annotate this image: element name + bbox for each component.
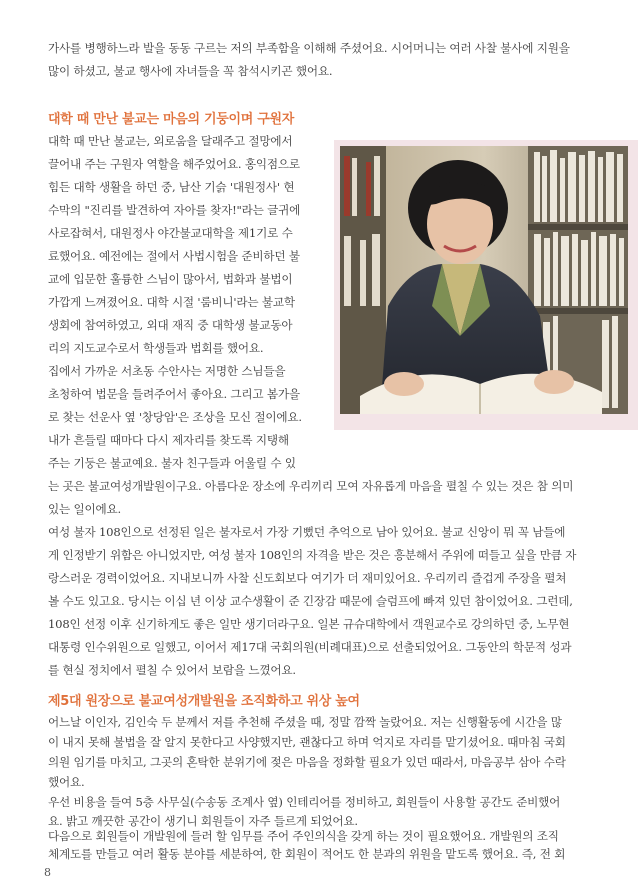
s1-full-line-3: 여성 불자 108인으로 선정된 일은 불자로서 가장 기뻤던 추억으로 남아 있어요. 불교 신앙이 뭐 꼭 남들에 <box>48 525 566 539</box>
s2-line-1: 어느날 이인자, 김인숙 두 분께서 저를 추천해 주셨을 때, 정말 깜짝 놀랐어요. 저는 신행활동에 시간을 많 <box>48 715 562 729</box>
s2-line-6: 요. 밝고 깨끗한 공간이 생기니 회원들이 자주 들르게 되었어요. <box>48 814 358 828</box>
s1-narrow-line-6: 료했어요. 예전에는 절에서 사법시험을 준비하던 불 <box>48 249 300 263</box>
s2-line-4: 했어요. <box>48 775 85 789</box>
s1-full-line-9: 를 현실 정치에서 펼칠 수 있어서 보람을 느꼈어요. <box>48 663 296 677</box>
s1-narrow-line-12: 초청하여 법문을 들려주어서 좋아요. 그리고 봄가을 <box>48 387 300 401</box>
intro-line-1: 가사를 병행하느라 발을 동동 구르는 저의 부족함을 이해해 주셨어요. 시어머니는 여러 사찰 불사에 지원을 <box>48 41 570 55</box>
s1-narrow-line-2: 끌어내 주는 구원자 역할을 해주었어요. 홍익점으로 <box>48 157 300 171</box>
portrait-illustration <box>340 146 628 414</box>
section1-heading: 대학 때 만난 불교는 마음의 기둥이며 구원자 <box>48 112 294 127</box>
s2-line-3: 의원 임기를 마치고, 그곳의 혼탁한 분위기에 젖은 마음을 정화할 필요가 있던 때라서, 마음공부 삼아 수락 <box>48 755 566 769</box>
s1-narrow-line-9: 생회에 참여하였고, 외대 재직 중 대학생 불교동아 <box>48 318 293 332</box>
s1-narrow-line-3: 힘든 대학 생활을 하던 중, 남산 기슭 '대원정사' 현 <box>48 180 295 194</box>
s1-narrow-line-11: 집에서 가까운 서초동 수안사는 저명한 스님들을 <box>48 364 286 378</box>
s1-full-line-7: 108인 선정 이후 신기하게도 좋은 일만 생기더라구요. 일본 규슈대학에서 객원교수로 강의하던 중, 노무현 <box>48 617 570 631</box>
s1-full-line-1: 는 곳은 불교여성개발원이구요. 아름다운 장소에 우리끼리 모여 자유롭게 마음을 펼칠 수 있는 것은 참 의미 <box>48 479 574 493</box>
section2-heading: 제5대 원장으로 불교여성개발원을 조직화하고 위상 높여 <box>48 694 360 709</box>
s1-narrow-line-10: 리의 지도교수로서 학생들과 법회를 했어요. <box>48 341 264 355</box>
s1-narrow-line-8: 가깝게 느껴졌어요. 대학 시절 '룸비니'라는 불교학 <box>48 295 295 309</box>
portrait-photo <box>340 146 628 414</box>
page-number: 8 <box>44 866 51 879</box>
s1-full-line-5: 랑스러운 경력이었어요. 지내보니까 사찰 신도회보다 여기가 더 재미있어요. 우리끼리 즐겁게 주장을 펼쳐 <box>48 571 567 585</box>
s1-full-line-4: 게 인정받기 위함은 아니었지만, 여성 불자 108인의 자격을 받은 것은 흥분해서 주위에 떠들고 싶을 만큼 자 <box>48 548 577 562</box>
s2-line-2: 이 내지 못해 불법을 잘 알지 못한다고 사양했지만, 괜찮다고 하며 억지로 자리를 맡기셨어요. 때마침 국회 <box>48 735 566 749</box>
s1-narrow-line-13: 로 찾는 선운사 옆 '창당암'은 조상을 모신 절이에요. <box>48 410 302 424</box>
s2-line-8: 체계도를 만들고 여러 활동 분야를 세분하여, 한 회원이 적어도 한 분과의 위원을 맡도록 했어요. 즉, 전 회 <box>48 847 566 861</box>
s2-line-7: 다음으로 회원들이 개발원에 들러 할 임무를 주어 주인의식을 갖게 하는 것이 필요했어요. 개발원의 조직 <box>48 829 559 843</box>
s1-narrow-line-14: 내가 흔들릴 때마다 다시 제자리를 찾도록 지탱해 <box>48 433 289 447</box>
s1-narrow-line-7: 교에 입문한 훌륭한 스님이 많아서, 법화과 불법이 <box>48 272 293 286</box>
s1-full-line-2: 있는 일이에요. <box>48 502 121 516</box>
s1-narrow-line-1: 대학 때 만난 불교는, 외로움을 달래주고 절망에서 <box>48 134 293 148</box>
intro-line-2: 많이 하셨고, 불교 행사에 자녀들을 꼭 참석시키곤 했어요. <box>48 64 333 78</box>
s1-full-line-6: 볼 수도 있고요. 당시는 이십 년 이상 교수생활이 준 긴장감 때문에 슬럼프에 빠져 있던 참이었어요. 그런데, <box>48 594 573 608</box>
s1-narrow-line-4: 수막의 "진리를 발견하여 자아를 찾자!"라는 글귀에 <box>48 203 301 217</box>
s1-full-line-8: 대통령 인수위원으로 일했고, 이어서 제17대 국회의원(비례대표)으로 선출되었어요. 그동안의 학문적 성과 <box>48 640 572 654</box>
s1-narrow-line-5: 사로잡혀서, 대원정사 야간불교대학을 제1기로 수 <box>48 226 293 240</box>
s2-line-5: 우선 비용을 들여 5층 사무실(수송동 조계사 옆) 인테리어를 정비하고, 회원들이 사용할 공간도 준비했어 <box>48 795 561 809</box>
s1-narrow-line-15: 주는 기둥은 불교예요. 불자 친구들과 어울릴 수 있 <box>48 456 296 470</box>
